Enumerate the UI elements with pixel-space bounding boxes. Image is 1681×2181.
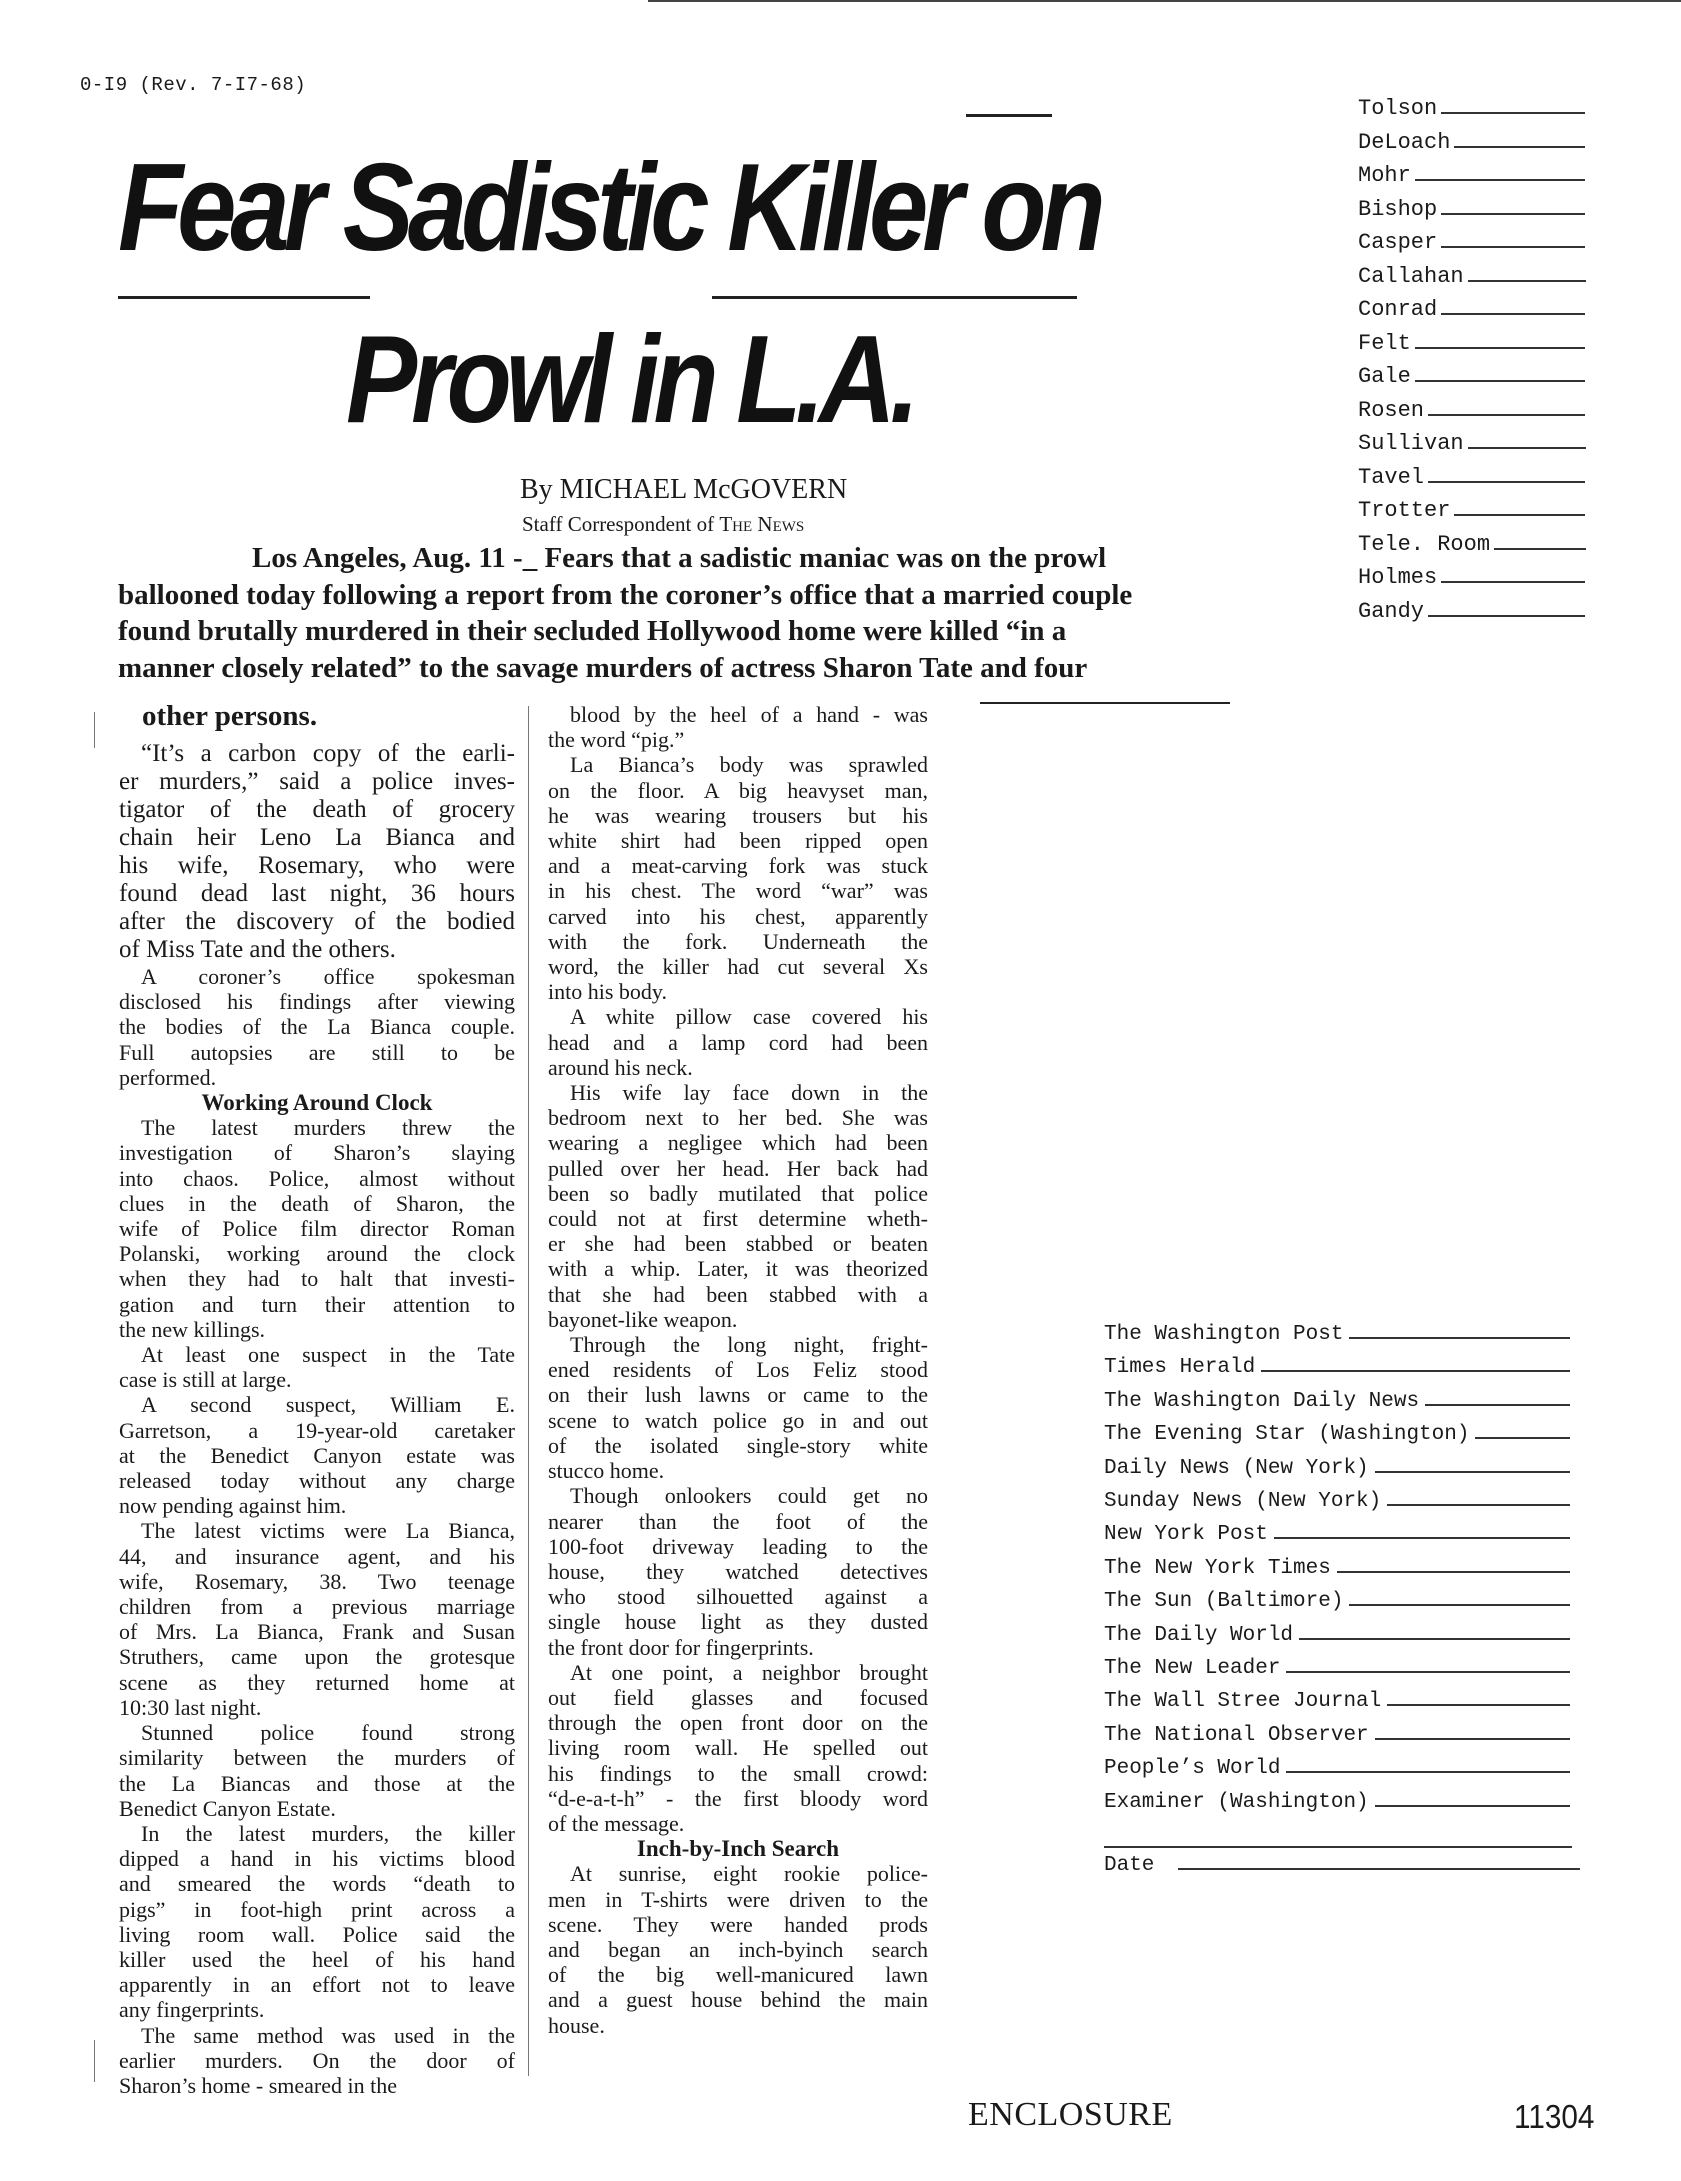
article-line: now pending against him. bbox=[119, 1493, 347, 1519]
article-line: single house light as they dusted bbox=[548, 1609, 928, 1635]
column-left-border bbox=[94, 2040, 95, 2082]
publication-blank bbox=[1375, 1804, 1570, 1807]
article-line: A second suspect, William E. bbox=[141, 1392, 515, 1418]
article-line: chain heir Leno La Bianca and bbox=[119, 824, 515, 851]
publication-row bbox=[1104, 1485, 1570, 1518]
publication-name: Times Herald bbox=[1104, 1356, 1256, 1380]
publication-name: The Evening Star (Washington) bbox=[1104, 1423, 1470, 1447]
article-line: scene as they returned home at bbox=[119, 1669, 515, 1695]
routing-blank bbox=[1415, 178, 1585, 181]
article-line: on their lush lawns or came to the bbox=[548, 1382, 928, 1408]
lede-line: manner closely related” to the savage murders of actress Sharon Tate and four bbox=[118, 651, 1088, 684]
article-line: carved into his chest, apparently bbox=[548, 903, 928, 929]
lede-line: Los Angeles, Aug. 11 -_ Fears that a sadistic maniac was on the prowl bbox=[252, 542, 1107, 574]
article-line: when they had to halt that investi- bbox=[119, 1266, 515, 1292]
publication-blank bbox=[1349, 1336, 1570, 1339]
headline-line-1: Fear Sadistic Killer on bbox=[118, 139, 1100, 277]
headline-rule bbox=[966, 114, 1052, 117]
routing-row bbox=[1358, 595, 1586, 629]
publication-row bbox=[1104, 1652, 1570, 1685]
article-line: the new killings. bbox=[119, 1316, 266, 1342]
article-line: Full autopsies are still to be bbox=[119, 1039, 515, 1065]
article-line: out field glasses and focused bbox=[548, 1684, 928, 1710]
publication-row bbox=[1104, 1719, 1570, 1752]
publication-row bbox=[1104, 1685, 1570, 1718]
article-line: scene to watch police go in and out bbox=[548, 1407, 928, 1433]
publication-blank bbox=[1349, 1603, 1570, 1606]
routing-blank bbox=[1441, 111, 1585, 114]
article-line: of the big well-manicured lawn bbox=[548, 1962, 928, 1988]
article-line: Polanski, working around the clock bbox=[119, 1241, 515, 1267]
routing-blank bbox=[1428, 614, 1585, 617]
article-line: scene. They were handed prods bbox=[548, 1911, 928, 1937]
article-line: and a guest house behind the main bbox=[548, 1987, 928, 2013]
article-line: found dead last night, 36 hours bbox=[119, 880, 515, 907]
article-line: Sharon’s home - smeared in the bbox=[119, 2072, 397, 2098]
article-line: case is still at large. bbox=[119, 1367, 292, 1393]
article-line: A white pillow case covered his bbox=[570, 1004, 928, 1030]
routing-name: Bishop bbox=[1358, 196, 1438, 222]
article-line: gation and turn their attention to bbox=[119, 1291, 515, 1317]
article-line: in his chest. The word “war” was bbox=[548, 878, 928, 904]
routing-name: Conrad bbox=[1358, 297, 1438, 322]
article-line: pulled over her head. Her back had bbox=[548, 1155, 928, 1181]
article-line: At one point, a neighbor brought bbox=[570, 1659, 928, 1685]
article-column-1 bbox=[119, 740, 515, 2098]
routing-name: Casper bbox=[1358, 230, 1438, 255]
article-line: In the latest murders, the killer bbox=[141, 1820, 515, 1846]
routing-name: Trotter bbox=[1358, 498, 1451, 523]
article-line: similarity between the murders of bbox=[119, 1745, 515, 1771]
article-line: bedroom next to her bed. She was bbox=[548, 1105, 928, 1131]
subheading: Working Around Clock bbox=[201, 1090, 433, 1116]
publication-name: The National Observer bbox=[1104, 1723, 1369, 1747]
article-line: at the Benedict Canyon estate was bbox=[119, 1442, 515, 1468]
article-line: his wife, Rosemary, who were bbox=[119, 852, 515, 879]
routing-blank bbox=[1428, 480, 1585, 483]
article-line: The latest murders threw the bbox=[141, 1115, 515, 1141]
article-line: the front door for fingerprints. bbox=[548, 1634, 814, 1660]
routing-name: Felt bbox=[1358, 330, 1411, 356]
routing-blank bbox=[1441, 312, 1585, 315]
publication-list bbox=[1104, 1318, 1570, 1819]
routing-blank bbox=[1441, 212, 1585, 215]
article-line: men in T-shirts were driven to the bbox=[548, 1886, 928, 1912]
date-rule bbox=[1104, 1846, 1572, 1848]
page-number: 11304 bbox=[1514, 2098, 1595, 2135]
publication-name: The Washington Daily News bbox=[1104, 1389, 1420, 1413]
publication-name: The New York Times bbox=[1104, 1556, 1331, 1580]
article-line: children from a previous marriage bbox=[119, 1594, 515, 1620]
publication-row bbox=[1104, 1351, 1570, 1384]
article-line: killer used the heel of his hand bbox=[119, 1946, 515, 1972]
publication-row bbox=[1104, 1585, 1570, 1618]
article-line: around his neck. bbox=[548, 1054, 693, 1080]
article-line: investigation of Sharon’s slaying bbox=[119, 1140, 515, 1166]
article-line: with a whip. Later, it was theorized bbox=[548, 1256, 928, 1282]
article-line: released today without any charge bbox=[119, 1468, 515, 1494]
publication-blank bbox=[1261, 1369, 1570, 1372]
article-column-2 bbox=[548, 702, 928, 2038]
subheading: Inch-by-Inch Search bbox=[636, 1836, 840, 1862]
routing-row bbox=[1358, 159, 1586, 193]
routing-name: Callahan bbox=[1358, 263, 1464, 289]
routing-row bbox=[1358, 260, 1586, 294]
routing-name: Tavel bbox=[1358, 464, 1425, 490]
publication-name: New York Post bbox=[1104, 1523, 1268, 1547]
publication-row bbox=[1104, 1418, 1570, 1451]
routing-row bbox=[1358, 427, 1586, 461]
lede-paragraph bbox=[118, 540, 1268, 686]
routing-name: Sullivan bbox=[1358, 431, 1464, 456]
routing-blank bbox=[1454, 145, 1585, 148]
article-line: the word “pig.” bbox=[548, 727, 685, 753]
routing-blank bbox=[1454, 513, 1585, 516]
routing-row bbox=[1358, 226, 1586, 260]
routing-row bbox=[1358, 193, 1586, 227]
article-line: At sunrise, eight rookie police- bbox=[570, 1861, 928, 1887]
article-line: into his body. bbox=[548, 979, 667, 1005]
publication-row bbox=[1104, 1786, 1570, 1819]
article-line: house, they watched detectives bbox=[548, 1558, 928, 1584]
publication-name: Daily News (New York) bbox=[1104, 1456, 1369, 1480]
article-line: house. bbox=[548, 2012, 605, 2038]
article-line: word, the killer had cut several Xs bbox=[548, 954, 928, 980]
routing-row bbox=[1358, 360, 1586, 394]
top-rule bbox=[648, 0, 1681, 2]
routing-row bbox=[1358, 461, 1586, 495]
article-line: any fingerprints. bbox=[119, 1997, 265, 2023]
routing-name: Gandy bbox=[1358, 598, 1425, 624]
article-line: been so badly mutilated that police bbox=[548, 1180, 928, 1206]
publication-row bbox=[1104, 1619, 1570, 1652]
article-line: who stood silhouetted against a bbox=[548, 1584, 928, 1610]
routing-blank bbox=[1441, 580, 1585, 583]
headline-rule bbox=[712, 296, 1077, 299]
article-line: he was wearing trousers but his bbox=[548, 802, 928, 828]
form-id: 0-I9 (Rev. 7-I7-68) bbox=[80, 74, 307, 96]
routing-row bbox=[1358, 494, 1586, 528]
enclosure-label: ENCLOSURE bbox=[968, 2096, 1173, 2133]
publication-row bbox=[1104, 1552, 1570, 1585]
article-line: 44, and insurance agent, and his bbox=[119, 1543, 515, 1569]
article-line: 100-foot driveway leading to the bbox=[548, 1533, 928, 1559]
article-line: of Miss Tate and the others. bbox=[119, 936, 396, 963]
column-divider bbox=[528, 706, 529, 2076]
article-line: of the message. bbox=[548, 1810, 685, 1836]
routing-blank bbox=[1494, 547, 1586, 550]
date-row bbox=[1104, 1854, 1580, 1877]
article-line: after the discovery of the bodied bbox=[119, 908, 515, 935]
routing-name: Rosen bbox=[1358, 397, 1425, 423]
article-line: Garretson, a 19-year-old caretaker bbox=[119, 1417, 515, 1443]
article-line: that she had been stabbed with a bbox=[548, 1281, 928, 1307]
publication-blank bbox=[1286, 1670, 1570, 1673]
date-blank bbox=[1178, 1867, 1580, 1870]
publication-blank bbox=[1337, 1570, 1570, 1573]
headline-rule bbox=[118, 296, 370, 299]
publication-blank bbox=[1375, 1470, 1570, 1473]
article-line: bayonet-like weapon. bbox=[548, 1306, 738, 1332]
routing-name: Mohr bbox=[1358, 163, 1411, 188]
article-line: on the floor. A big heavyset man, bbox=[548, 777, 928, 803]
staff-prefix: Staff Correspondent of bbox=[522, 512, 720, 536]
routing-row bbox=[1358, 126, 1586, 160]
publication-name: Sunday News (New York) bbox=[1104, 1490, 1382, 1514]
article-line: pigs” in foot-high print across a bbox=[119, 1896, 515, 1922]
article-line: performed. bbox=[119, 1064, 217, 1090]
article-line: At least one suspect in the Tate bbox=[141, 1342, 515, 1368]
article-line: apparently in an effort not to leave bbox=[119, 1972, 515, 1998]
lede-end: other persons. bbox=[142, 700, 318, 732]
publication-blank bbox=[1274, 1536, 1570, 1539]
lede-line: found brutally murdered in their secluded Hollywood home were killed “in a bbox=[118, 615, 1067, 647]
article-line: could not at first determine wheth- bbox=[548, 1206, 928, 1232]
publication-blank bbox=[1475, 1436, 1570, 1439]
article-line: “d-e-a-t-h” - the first bloody word bbox=[548, 1785, 928, 1811]
publication-blank bbox=[1387, 1503, 1570, 1506]
article-line: white shirt had been ripped open bbox=[548, 828, 928, 854]
article-line: disclosed his findings after viewing bbox=[119, 989, 515, 1015]
routing-blank bbox=[1468, 446, 1586, 449]
routing-name: Gale bbox=[1358, 364, 1411, 389]
routing-name: Tele. Room bbox=[1358, 531, 1491, 557]
article-line: and smeared the words “death to bbox=[119, 1871, 515, 1897]
publication-name: The Washington Post bbox=[1104, 1323, 1344, 1346]
article-line: the La Biancas and those at the bbox=[119, 1770, 515, 1796]
routing-blank bbox=[1415, 379, 1585, 382]
routing-row bbox=[1358, 327, 1586, 361]
article-line: into chaos. Police, almost without bbox=[119, 1165, 515, 1191]
publication-row bbox=[1104, 1518, 1570, 1551]
article-line: his findings to the small crowd: bbox=[548, 1760, 928, 1786]
article-line: nearer than the foot of the bbox=[548, 1508, 928, 1534]
publication-blank bbox=[1299, 1637, 1570, 1640]
publication-row bbox=[1104, 1752, 1570, 1785]
article-line: of Mrs. La Bianca, Frank and Susan bbox=[119, 1619, 515, 1645]
routing-row bbox=[1358, 293, 1586, 327]
routing-row bbox=[1358, 92, 1586, 126]
article-line: clues in the death of Sharon, the bbox=[119, 1190, 515, 1216]
publication-name: People’s World bbox=[1104, 1757, 1281, 1781]
routing-blank bbox=[1468, 279, 1586, 282]
article-line: The latest victims were La Bianca, bbox=[141, 1518, 515, 1544]
article-line: er she had been stabbed or beaten bbox=[548, 1231, 928, 1257]
article-line: of the isolated single-story white bbox=[548, 1432, 928, 1458]
publication-name: Examiner (Washington) bbox=[1104, 1790, 1369, 1814]
headline-line-2: Prowl in L.A. bbox=[346, 311, 914, 449]
lede-rule bbox=[980, 702, 1230, 704]
routing-row bbox=[1358, 394, 1586, 428]
routing-row bbox=[1358, 561, 1586, 595]
article-line: living room wall. He spelled out bbox=[548, 1735, 928, 1761]
publication-row bbox=[1104, 1385, 1570, 1418]
routing-name: Holmes bbox=[1358, 565, 1438, 590]
routing-blank bbox=[1415, 346, 1585, 349]
article-line: ened residents of Los Feliz stood bbox=[548, 1357, 928, 1383]
article-line: wearing a negligee which had been bbox=[548, 1130, 928, 1156]
publication-name: The Wall Stree Journal bbox=[1104, 1690, 1382, 1714]
routing-name: DeLoach bbox=[1358, 129, 1451, 155]
article-line: dipped a hand in his victims blood bbox=[119, 1846, 515, 1872]
routing-row bbox=[1358, 528, 1586, 562]
article-line: Through the long night, fright- bbox=[570, 1332, 928, 1358]
routing-list bbox=[1358, 92, 1586, 628]
publication-name: The Daily World bbox=[1104, 1623, 1294, 1647]
article-line: with the fork. Underneath the bbox=[548, 928, 928, 954]
article-line: stucco home. bbox=[548, 1458, 665, 1484]
publication-blank bbox=[1286, 1770, 1570, 1773]
article-line: wife, Rosemary, 38. Two teenage bbox=[119, 1568, 515, 1594]
article-line: the bodies of the La Bianca couple. bbox=[119, 1014, 515, 1040]
paper-name: The News bbox=[719, 512, 805, 536]
publication-name: The New Leader bbox=[1104, 1657, 1281, 1681]
article-line: Stunned police found strong bbox=[141, 1720, 515, 1746]
byline: By MICHAEL McGOVERN bbox=[520, 474, 848, 505]
article-line: and a meat-carving fork was stuck bbox=[548, 853, 928, 879]
date-label: Date bbox=[1104, 1854, 1155, 1877]
publication-blank bbox=[1425, 1403, 1570, 1406]
article-line: His wife lay face down in the bbox=[570, 1080, 928, 1106]
publication-blank bbox=[1375, 1737, 1570, 1740]
article-line: through the open front door on the bbox=[548, 1710, 928, 1736]
article-line: Benedict Canyon Estate. bbox=[119, 1795, 336, 1821]
article-line: blood by the heel of a hand - was bbox=[570, 702, 928, 727]
article-line: A coroner’s office spokesman bbox=[141, 964, 515, 989]
article-line: and began an inch-byinch search bbox=[548, 1936, 928, 1962]
article-line: The same method was used in the bbox=[141, 2022, 515, 2048]
publication-row bbox=[1104, 1452, 1570, 1485]
routing-name: Tolson bbox=[1358, 96, 1438, 121]
article-line: La Bianca’s body was sprawled bbox=[570, 752, 928, 778]
publication-name: The Sun (Baltimore) bbox=[1104, 1590, 1344, 1614]
article-line: earlier murders. On the door of bbox=[119, 2047, 515, 2073]
article-line: er murders,” said a police inves- bbox=[119, 768, 515, 795]
article-line: living room wall. Police said the bbox=[119, 1921, 515, 1947]
routing-blank bbox=[1428, 413, 1585, 416]
article-line: head and a lamp cord had been bbox=[548, 1029, 928, 1055]
article-line: 10:30 last night. bbox=[119, 1694, 262, 1720]
article-line: wife of Police film director Roman bbox=[119, 1216, 515, 1242]
article-line: Though onlookers could get no bbox=[570, 1483, 928, 1509]
publication-row bbox=[1104, 1318, 1570, 1351]
article-line: tigator of the death of grocery bbox=[119, 796, 515, 823]
staff-line bbox=[522, 512, 804, 537]
article-line: “It’s a carbon copy of the earli- bbox=[141, 740, 515, 767]
publication-blank bbox=[1387, 1703, 1570, 1706]
routing-blank bbox=[1441, 245, 1585, 248]
lede-line: ballooned today following a report from the coroner’s office that a married couple bbox=[118, 578, 1133, 611]
column-left-border bbox=[94, 712, 95, 748]
article-line: Struthers, came upon the grotesque bbox=[119, 1644, 515, 1670]
